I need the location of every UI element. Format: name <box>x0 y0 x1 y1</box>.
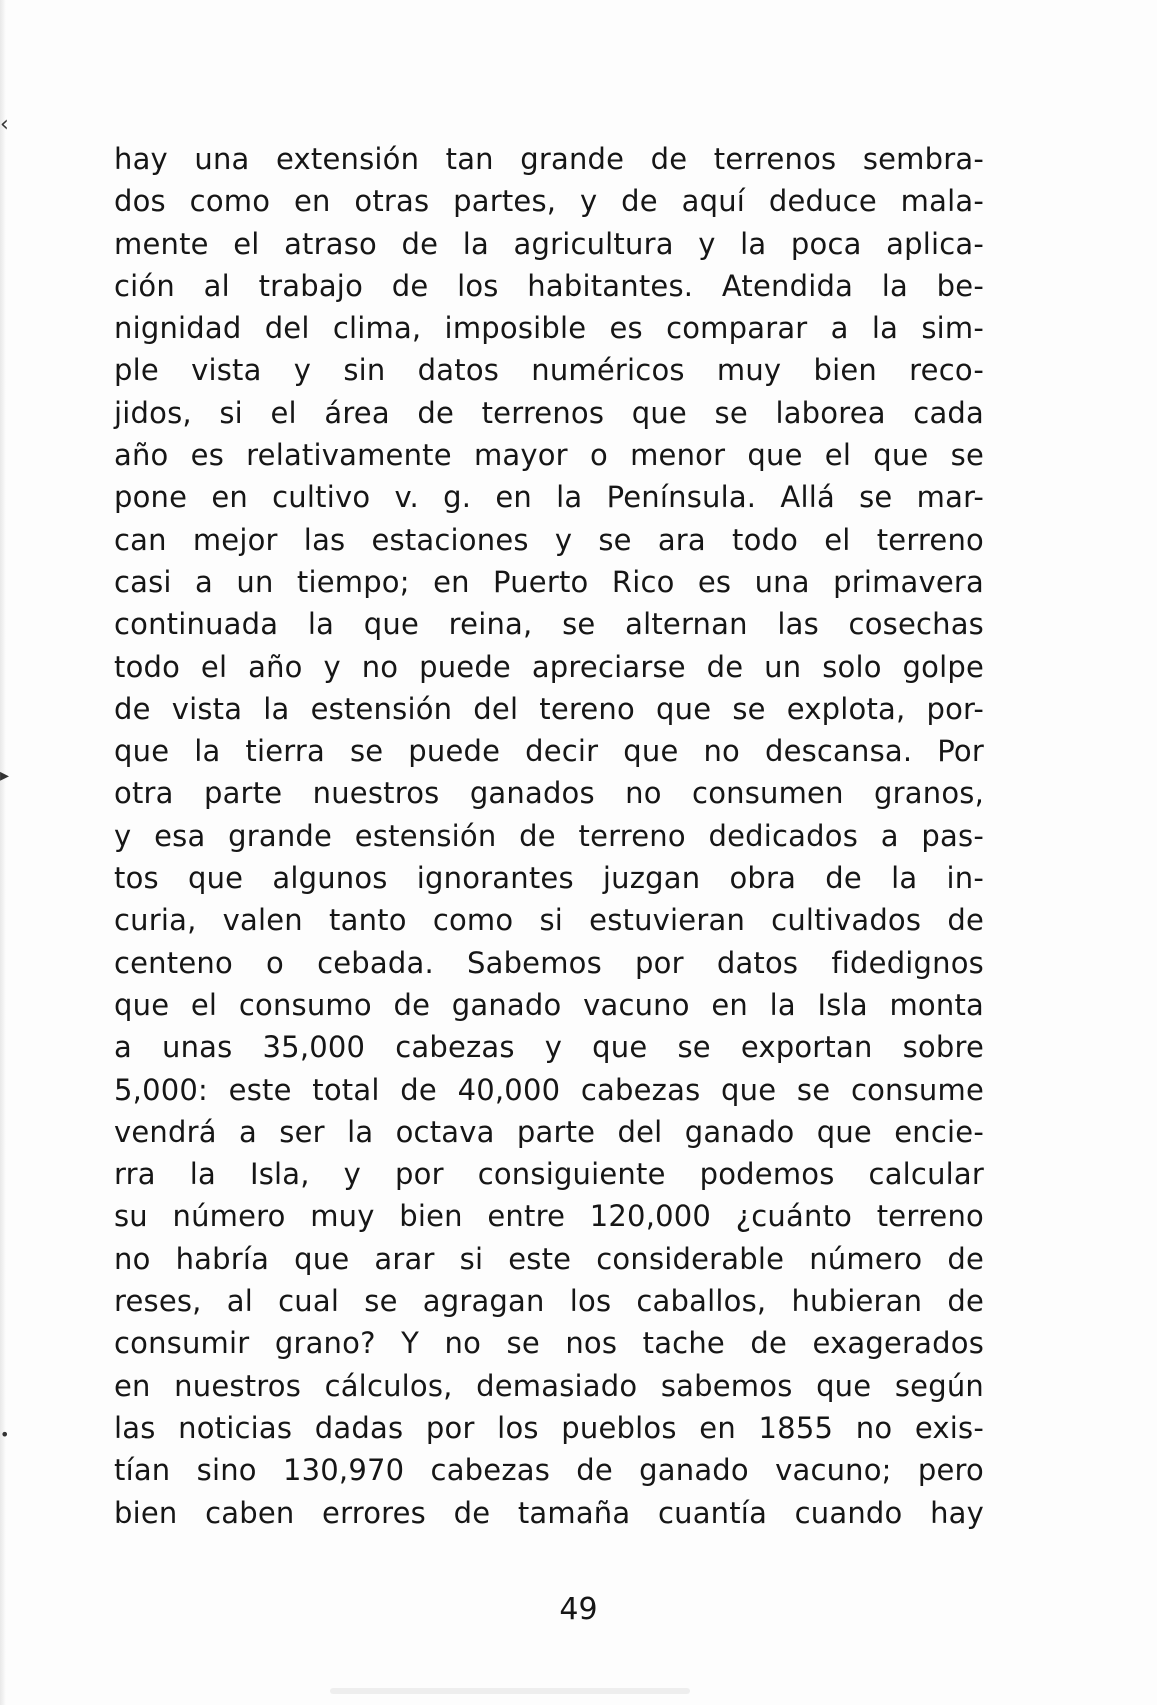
text-line: nignidad del clima, imposible es comparar a la sim- <box>114 311 984 346</box>
text-line: jidos, si el área de terrenos que se laborea cada <box>114 395 984 430</box>
text-line: can mejor las estaciones y se ara todo el terreno <box>114 522 984 557</box>
text-line: dos como en otras partes, y de aquí deduce mala- <box>114 184 984 219</box>
text-line: ción al trabajo de los habitantes. Atendida la be- <box>114 268 984 303</box>
page-number: 49 <box>559 1592 598 1627</box>
text-line: hay una extensión tan grande de terrenos sembra- <box>114 142 984 176</box>
text-line: bien caben errores de tamaña cuantía cuando hay <box>114 1495 984 1530</box>
text-line: mente el atraso de la agricultura y la poca aplica- <box>114 226 984 261</box>
text-line: año es relativamente mayor o menor que el que se <box>114 438 984 473</box>
text-line: pone en cultivo v. g. en la Península. Allá se mar- <box>114 480 984 515</box>
text-line: continuada la que reina, se alternan las cosechas <box>114 607 984 642</box>
text-line: reses, al cual se agragan los caballos, hubieran de <box>114 1284 984 1319</box>
text-line: otra parte nuestros ganados no consumen granos, <box>114 776 984 811</box>
text-line: 5,000: este total de 40,000 cabezas que se consume <box>114 1072 984 1107</box>
text-line: que la tierra se puede decir que no descansa. Por <box>114 734 984 769</box>
scan-smudge <box>330 1688 690 1694</box>
text-line: las noticias dadas por los pueblos en 1855 no exis- <box>114 1410 984 1445</box>
text-line: tían sino 130,970 cabezas de ganado vacuno; pero <box>114 1453 984 1488</box>
text-line: de vista la estensión del tereno que se explota, por- <box>114 691 984 726</box>
text-line: curia, valen tanto como si estuvieran cultivados de <box>114 903 984 938</box>
text-line: centeno o cebada. Sabemos por datos fidedignos <box>114 945 984 980</box>
text-line: consumir grano? Y no se nos tache de exagerados <box>114 1326 984 1361</box>
text-line: no habría que arar si este considerable número de <box>114 1241 984 1276</box>
margin-mark: ‹ <box>0 112 9 137</box>
text-line: todo el año y no puede apreciarse de un solo golpe <box>114 649 984 684</box>
text-line: casi a un tiempo; en Puerto Rico es una primavera <box>114 564 984 599</box>
text-line: vendrá a ser la octava parte del ganado que encie- <box>114 1114 984 1149</box>
margin-mark: • <box>0 1425 10 1444</box>
text-line: que el consumo de ganado vacuno en la Isla monta <box>114 987 984 1022</box>
text-line: ple vista y sin datos numéricos muy bien reco- <box>114 353 984 388</box>
text-line: a unas 35,000 cabezas y que se exportan sobre <box>114 1030 984 1065</box>
body-text <box>114 138 984 1534</box>
text-line: tos que algunos ignorantes juzgan obra de la in- <box>114 861 984 896</box>
text-line: y esa grande estensión de terreno dedicados a pas- <box>114 818 984 853</box>
text-line: en nuestros cálculos, demasiado sabemos que según <box>114 1368 984 1403</box>
scan-edge-shadow <box>0 0 6 1705</box>
text-line: su número muy bien entre 120,000 ¿cuánto terreno <box>114 1199 984 1234</box>
margin-mark: ▸ <box>0 765 10 786</box>
text-line: rra la Isla, y por consiguiente podemos calcular <box>114 1157 984 1192</box>
